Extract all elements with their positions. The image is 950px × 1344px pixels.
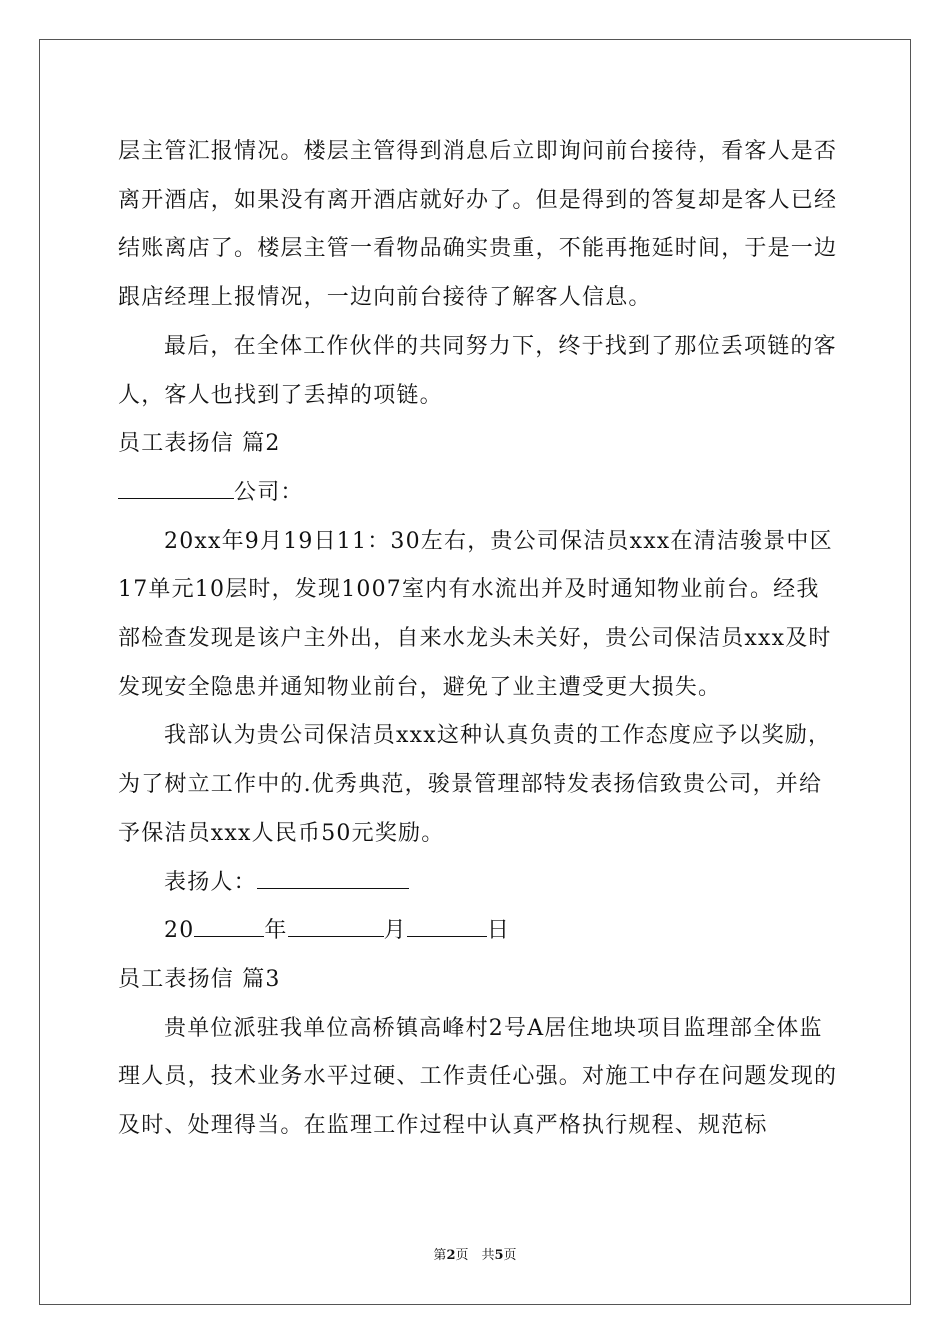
paragraph-4: 我部认为贵公司保洁员xxx这种认真负责的工作态度应予以奖励，为了树立工作中的.优秀典范，骏景管理部特发表扬信致贵公司，并给予保洁员xxx人民币50元奖励。: [118, 723, 832, 846]
page-number-footer: [0, 1247, 950, 1265]
section-heading-2: 员工表扬信 篇2: [118, 431, 281, 457]
date-day: 日: [486, 918, 511, 944]
page-prefix: 第: [433, 1248, 447, 1263]
date-year: 年: [264, 918, 288, 944]
company-blank: [118, 475, 234, 499]
salutation: [118, 469, 838, 518]
signer-blank: [257, 864, 409, 888]
date-line: [118, 907, 838, 956]
salutation-suffix: 公司：: [234, 479, 304, 505]
date-month: 月: [383, 918, 407, 944]
day-blank: [407, 913, 487, 937]
paragraph-1: 层主管汇报情况。楼层主管得到消息后立即询问前台接待，看客人是否离开酒店，如果没有离开酒店就好办了。但是得到的答复却是客人已经结账离店了。楼层主管一看物品确实贵重，不能再拖延时间，于是一边跟店经理上报情况，一边向前台接待了解客人信息。: [118, 139, 838, 311]
month-blank: [288, 913, 384, 937]
page-mid: 页 共: [455, 1248, 495, 1263]
paragraph-3: 20xx年9月19日11：30左右，贵公司保洁员xxx在清洁骏景中区17单元10层时，发现1007室内有水流出并及时通知物业前台。经我部检查发现是该户主外出，自来水龙头未关好，贵公司保洁员xxx及时发现安全隐患并通知物业前台，避免了业主遭受更大损失。: [118, 528, 833, 700]
paragraph-5: 贵单位派驻我单位高桥镇高峰村2号A居住地块项目监理部全体监理人员，技术业务水平过硬、工作责任心强。对施工中存在问题发现的及时、处理得当。在监理工作过程中认真严格执行规程、规范标: [118, 1015, 838, 1139]
year-blank: [194, 913, 264, 937]
signer-line: [118, 859, 838, 908]
section-heading-3: 员工表扬信 篇3: [118, 966, 281, 992]
page-suffix: 页: [503, 1248, 517, 1263]
paragraph-2: 最后，在全体工作伙伴的共同努力下，终于找到了那位丢项链的客人，客人也找到了丢掉的项链。: [118, 333, 837, 408]
page-total: 5: [494, 1248, 504, 1263]
signer-label: 表扬人：: [164, 869, 257, 895]
document-body: [118, 128, 838, 1151]
page-current: 2: [446, 1248, 456, 1263]
date-prefix: 20: [164, 918, 195, 944]
